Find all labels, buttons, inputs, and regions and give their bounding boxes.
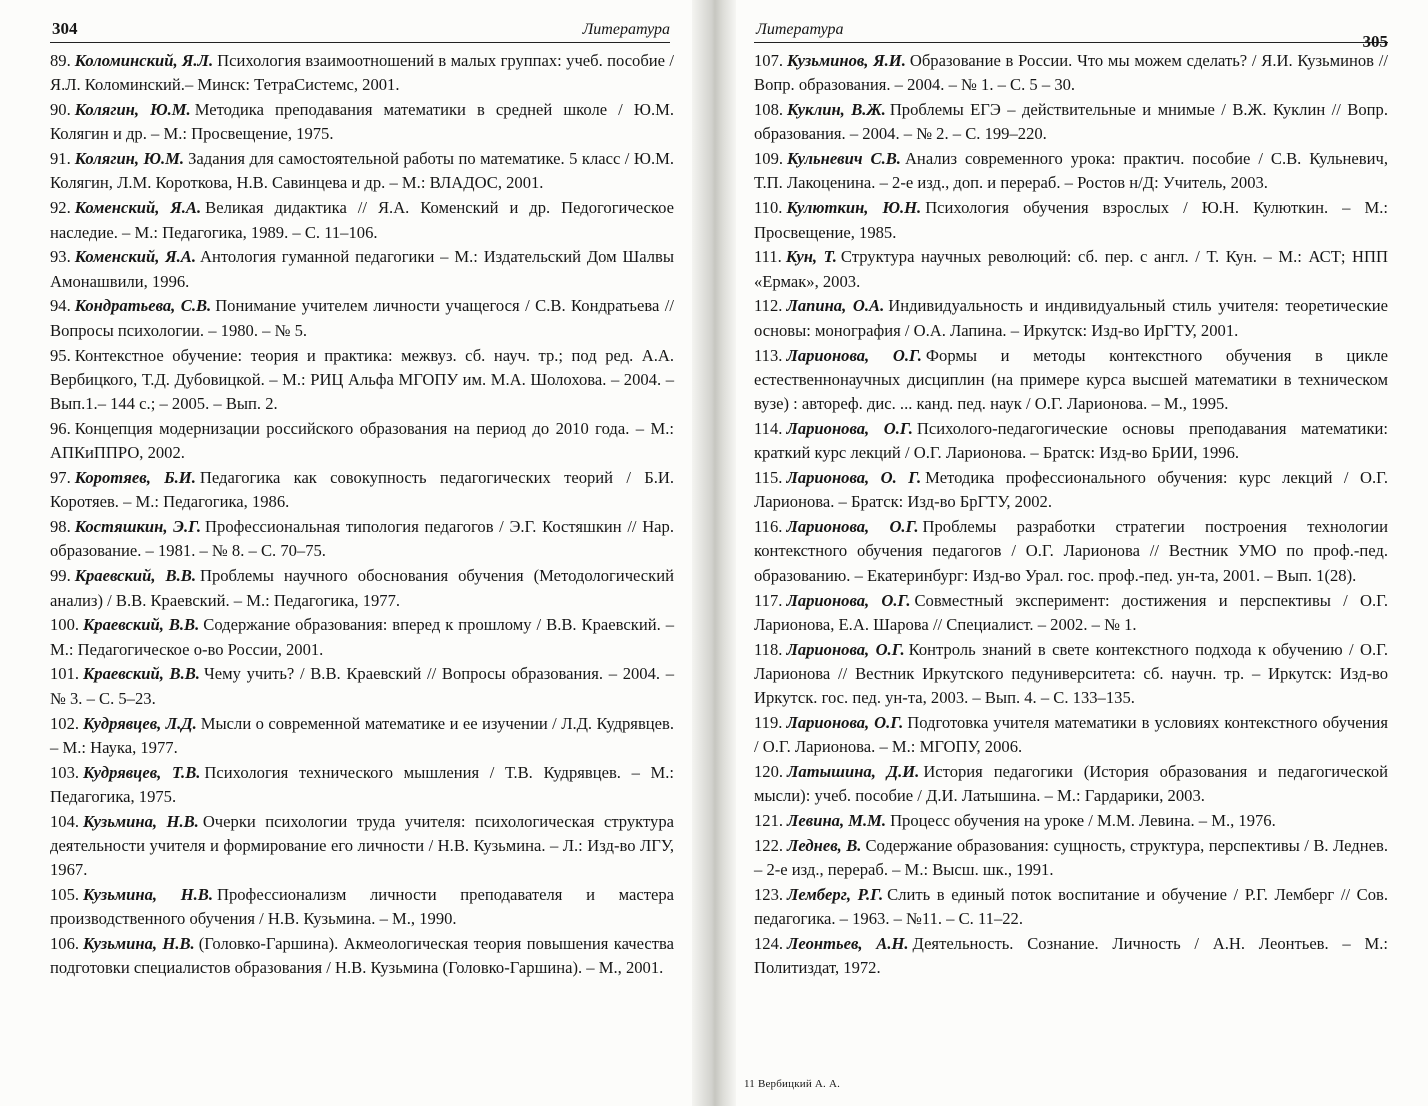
entry-number: 91. bbox=[50, 149, 71, 169]
entry-text: История педагогики (История образования и педагогической мысли): учеб. пособие / Д.И. Латышина. – М.: Гардарики, 2003. bbox=[754, 762, 1389, 806]
bibliography-entry bbox=[754, 344, 1388, 417]
bibliography-entry bbox=[50, 712, 674, 761]
right-page bbox=[736, 0, 1428, 1106]
entry-text: Педагогика как совокупность педагогических теорий / Б.И. Коротяев. – М.: Педагогика, 1986. bbox=[50, 468, 675, 512]
entry-text: Проблемы разработки стратегии построения технологии контекстного обучения педагогов / О.Г. Ларионова // Вестник УМО по проф.-пед. образованию. – Екатеринбург: Изд-во Урал. гос. проф.-пед. ун-та, 2001. – Вып. 1(28). bbox=[754, 517, 1388, 585]
entry-text: Концепция модернизации российского образования на период до 2010 года. – М.: АПКиППРО, 2002. bbox=[50, 418, 674, 463]
left-bibliography-list bbox=[50, 49, 674, 981]
bibliography-entry bbox=[50, 245, 674, 294]
bibliography-entry bbox=[754, 760, 1388, 809]
entry-author: Ларионова, О.Г. bbox=[786, 517, 919, 537]
bibliography-entry bbox=[754, 883, 1388, 932]
bibliography-entry bbox=[50, 417, 674, 466]
entry-author: Колягин, Ю.М. bbox=[74, 149, 185, 169]
entry-author: Леонтьев, А.Н. bbox=[787, 934, 909, 954]
entry-number: 119. bbox=[754, 713, 783, 733]
entry-text: Проблемы ЕГЭ – действительные и мнимые / В.Ж. Куклин // Вопр. образования. – 2004. – № 2. – С. 199–220. bbox=[754, 100, 1388, 144]
entry-author: Кузьмина, Н.В. bbox=[83, 934, 195, 954]
entry-text: Слить в единый поток воспитание и обучение / Р.Г. Лемберг // Сов. педагогика. – 1963. – №11. – С. 11–22. bbox=[754, 885, 1388, 929]
entry-text: Мысли о современной математике и ее изучении / Л.Д. Кудрявцев. – М.: Наука, 1977. bbox=[50, 713, 675, 757]
entry-number: 100. bbox=[50, 615, 80, 635]
bibliography-entry bbox=[50, 344, 674, 417]
bibliography-entry bbox=[754, 466, 1388, 515]
entry-text: Контекстное обучение: теория и практика: межвуз. сб. науч. тр.; под ред. А.А. Вербицкого, Т.Д. Дубовицкой. – М.: РИЦ Альфа МГОПУ им. М.А. Шолохова. – 2004. – Вып.1.– 144 с.; – 2005. – Вып. 2. bbox=[50, 345, 674, 414]
entry-text: (Головко-Гаршина). Акмеологическая теория повышения качества подготовки специалистов образования / Н.В. Кузьмина (Головко-Гаршина). – М., 2001. bbox=[50, 934, 674, 978]
entry-author: Краевский, В.В. bbox=[83, 615, 200, 635]
entry-author: Ларионова, О.Г. bbox=[786, 590, 911, 610]
entry-text: Методика профессионального обучения: курс лекций / О.Г. Ларионова. – Братск: Изд-во БрГТУ, 2002. bbox=[754, 468, 1388, 512]
entry-number: 110. bbox=[754, 198, 783, 218]
book-gutter bbox=[692, 0, 736, 1106]
entry-number: 122. bbox=[754, 836, 784, 855]
bibliography-entry bbox=[754, 147, 1388, 196]
entry-author: Ларионова, О. Г. bbox=[786, 468, 922, 488]
entry-text: Психология обучения взрослых / Ю.Н. Кулюткин. – М.: Просвещение, 1985. bbox=[754, 198, 1388, 242]
entry-number: 105. bbox=[50, 885, 80, 905]
entry-number: 109. bbox=[754, 149, 784, 169]
right-bibliography-list bbox=[754, 49, 1388, 981]
entry-number: 108. bbox=[754, 100, 784, 120]
entry-text: Проблемы научного обоснования обучения (Методологический анализ) / В.В. Краевский. – М.: Педагогика, 1977. bbox=[50, 566, 674, 610]
bibliography-entry bbox=[50, 883, 674, 932]
entry-author: Куклин, В.Ж. bbox=[787, 100, 886, 120]
entry-author: Коменский, Я.А. bbox=[74, 198, 202, 218]
entry-number: 103. bbox=[50, 762, 80, 782]
entry-text: Процесс обучения на уроке / М.М. Левина. – М., 1976. bbox=[890, 811, 1276, 831]
entry-number: 90. bbox=[50, 100, 71, 120]
entry-number: 107. bbox=[754, 51, 784, 70]
entry-author: Лемберг, Р.Г. bbox=[787, 885, 884, 905]
bibliography-entry bbox=[50, 662, 674, 711]
entry-number: 115. bbox=[754, 468, 783, 488]
bibliography-entry bbox=[754, 638, 1388, 711]
entry-text: Великая дидактика // Я.А. Коменский и др. Педогогическое наследие. – М.: Педагогика, 1989. – С. 11–106. bbox=[50, 198, 674, 242]
entry-number: 123. bbox=[754, 885, 784, 905]
bibliography-entry bbox=[50, 515, 674, 564]
entry-number: 118. bbox=[754, 639, 783, 659]
entry-number: 98. bbox=[50, 517, 71, 537]
entry-text: Содержание образования: сущность, структура, перспективы / В. Леднев. – 2-е изд., перераб. – М.: Высш. шк., 1991. bbox=[754, 836, 1388, 880]
entry-number: 92. bbox=[50, 198, 71, 218]
entry-author: Ларионова, О.Г. bbox=[786, 639, 905, 659]
entry-text: Психолого-педагогические основы преподавания математики: краткий курс лекций / О.Г. Ларионова. – Братск: Изд-во БрИИ, 1996. bbox=[754, 418, 1388, 463]
entry-number: 97. bbox=[50, 468, 71, 488]
bibliography-entry bbox=[50, 761, 674, 810]
entry-number: 106. bbox=[50, 934, 80, 954]
entry-text: Чему учить? / В.В. Краевский // Вопросы образования. – 2004. – № 3. – С. 5–23. bbox=[50, 664, 675, 708]
bibliography-entry bbox=[754, 49, 1388, 98]
bibliography-entry bbox=[50, 932, 674, 981]
right-running-title: Литература bbox=[756, 21, 844, 38]
entry-text: Понимание учителем личности учащегося / С.В. Кондратьева // Вопросы психологии. – 1980. – № 5. bbox=[50, 296, 674, 340]
entry-text: Содержание образования: вперед к прошлому / В.В. Краевский. – М.: Педагогическое о-во России, 2001. bbox=[50, 615, 674, 659]
entry-number: 116. bbox=[754, 517, 783, 537]
entry-author: Кун, Т. bbox=[785, 247, 837, 267]
bibliography-entry bbox=[50, 196, 674, 245]
entry-text: Задания для самостоятельной работы по математике. 5 класс / Ю.М. Колягин, Л.М. Короткова, Н.В. Савинцева и др. – М.: ВЛАДОС, 2001. bbox=[50, 149, 674, 193]
entry-number: 114. bbox=[754, 418, 783, 438]
entry-number: 96. bbox=[50, 418, 71, 438]
left-running-title: Литература bbox=[582, 21, 670, 38]
bibliography-entry bbox=[50, 613, 674, 662]
bibliography-entry bbox=[754, 417, 1388, 466]
bibliography-entry bbox=[754, 589, 1388, 638]
left-page-number: 304 bbox=[52, 19, 78, 38]
bibliography-entry bbox=[754, 809, 1388, 833]
entry-author: Кондратьева, С.В. bbox=[74, 296, 212, 316]
entry-author: Кульневич С.В. bbox=[787, 149, 901, 169]
entry-number: 120. bbox=[754, 762, 784, 782]
bibliography-entry bbox=[754, 834, 1388, 883]
entry-text: Психология взаимоотношений в малых группах: учеб. пособие / Я.Л. Коломинский.– Минск: ТетраСистемс, 2001. bbox=[50, 51, 675, 95]
bibliography-entry bbox=[754, 932, 1388, 981]
entry-number: 121. bbox=[754, 811, 784, 831]
entry-text: Профессионализм личности преподавателя и мастера производственного обучения / Н.В. Кузьмина. – М., 1990. bbox=[50, 885, 675, 929]
entry-author: Кузьминов, Я.И. bbox=[787, 51, 906, 70]
entry-author: Костяшкин, Э.Г. bbox=[74, 517, 202, 537]
bibliography-entry bbox=[754, 245, 1388, 294]
entry-number: 101. bbox=[50, 664, 80, 684]
entry-number: 104. bbox=[50, 811, 80, 831]
entry-author: Левина, М.М. bbox=[787, 811, 887, 831]
entry-author: Кузьмина, Н.В. bbox=[83, 885, 213, 905]
left-page-header bbox=[50, 16, 670, 43]
entry-author: Кудрявцев, Т.В. bbox=[83, 762, 201, 782]
entry-text: Индивидуальность и индивидуальный стиль учителя: теоретические основы: монография / О.А. Лапина. – Иркутск: Изд-во ИрГТУ, 2001. bbox=[754, 296, 1389, 340]
entry-author: Коломинский, Я.Л. bbox=[74, 51, 214, 70]
bibliography-entry bbox=[754, 196, 1388, 245]
entry-number: 111. bbox=[754, 247, 782, 267]
signature-footnote: 11 Вербицкий А. А. bbox=[744, 1078, 841, 1090]
bibliography-entry bbox=[50, 810, 674, 883]
bibliography-entry bbox=[754, 98, 1388, 147]
entry-author: Ларионова, О.Г. bbox=[786, 418, 913, 438]
entry-text: Контроль знаний в свете контекстного подхода к обучению / О.Г. Ларионова // Вестник Иркутского педуниверситета: сб. научн. тр. – Иркутск: Изд-во Иркутск. гос. пед. ун-та, 2003. – Вып. 4. – С. 133–135. bbox=[754, 639, 1388, 708]
entry-text: Деятельность. Сознание. Личность / А.Н. Леонтьев. – М.: Политиздат, 1972. bbox=[754, 934, 1388, 978]
entry-author: Кудрявцев, Л.Д. bbox=[83, 713, 197, 733]
entry-author: Леднев, В. bbox=[787, 836, 862, 855]
entry-author: Латышина, Д.И. bbox=[787, 762, 920, 782]
entry-text: Образование в России. Что мы можем сделать? / Я.И. Кузьминов // Вопр. образования. – 2004. – № 1. – С. 5 – 30. bbox=[754, 51, 1388, 95]
entry-number: 102. bbox=[50, 713, 80, 733]
entry-text: Совместный эксперимент: достижения и перспективы / О.Г. Ларионова, Е.А. Шарова // Специалист. – 2002. – № 1. bbox=[754, 590, 1388, 634]
entry-number: 93. bbox=[50, 247, 71, 267]
entry-number: 112. bbox=[754, 296, 783, 316]
entry-number: 95. bbox=[50, 345, 71, 365]
entry-author: Кулюткин, Ю.Н. bbox=[786, 198, 922, 218]
entry-author: Коменский, Я.А. bbox=[74, 247, 197, 267]
entry-author: Лапина, О.А. bbox=[786, 296, 885, 316]
entry-text: Профессиональная типология педагогов / Э.Г. Костяшкин // Нар. образование. – 1981. – № 8. – С. 70–75. bbox=[50, 517, 674, 561]
entry-author: Кузьмина, Н.В. bbox=[83, 811, 199, 831]
bibliography-entry bbox=[754, 515, 1388, 588]
entry-author: Ларионова, О.Г. bbox=[786, 345, 922, 365]
bibliography-entry bbox=[50, 49, 674, 98]
entry-text: Очерки психологии труда учителя: психологическая структура деятельности учителя и формирование его личности / Н.В. Кузьмина. – Л.: Изд-во ЛГУ, 1967. bbox=[50, 811, 674, 880]
entry-text: Методика преподавания математики в средней школе / Ю.М. Колягин и др. – М.: Просвещение, 1975. bbox=[50, 100, 674, 144]
entry-author: Колягин, Ю.М. bbox=[74, 100, 191, 120]
entry-text: Структура научных революций: сб. пер. с англ. / Т. Кун. – М.: АСТ; НПП «Ермак», 2003. bbox=[754, 247, 1388, 291]
entry-text: Психология технического мышления / Т.В. Кудрявцев. – М.: Педагогика, 1975. bbox=[50, 762, 675, 806]
bibliography-entry bbox=[50, 466, 674, 515]
entry-text: Анализ современного урока: практич. пособие / С.В. Кульневич, Т.П. Лакоценина. – 2-е изд., доп. и перераб. – Ростов н/Д: Учитель, 2003. bbox=[754, 149, 1388, 193]
entry-number: 99. bbox=[50, 566, 71, 586]
bibliography-entry bbox=[754, 711, 1388, 760]
right-page-header bbox=[754, 16, 1388, 51]
entry-number: 113. bbox=[754, 345, 783, 365]
left-page bbox=[0, 0, 692, 1106]
entry-author: Краевский, В.В. bbox=[83, 664, 200, 684]
bibliography-entry bbox=[754, 294, 1388, 343]
right-page-number: 305 bbox=[1362, 32, 1388, 51]
entry-text: Подготовка учителя математики в условиях контекстного обучения / О.Г. Ларионова. – М.: МГОПУ, 2006. bbox=[754, 713, 1388, 757]
entry-text: Формы и методы контекстного обучения в цикле естественнонаучных дисциплин (на примере курса высшей математики в техническом вузе) : автореф. дис. ... канд. пед. наук / О.Г. Ларионова. – М., 1995. bbox=[754, 345, 1389, 414]
entry-author: Ларионова, О.Г. bbox=[786, 713, 904, 733]
entry-number: 124. bbox=[754, 934, 784, 954]
bibliography-entry bbox=[50, 294, 674, 343]
entry-number: 117. bbox=[754, 590, 783, 610]
bibliography-entry bbox=[50, 147, 674, 196]
entry-author: Коротяев, Б.И. bbox=[74, 468, 196, 488]
entry-text: Антология гуманной педагогики – М.: Издательский Дом Шалвы Амонашвили, 1996. bbox=[50, 247, 674, 291]
entry-number: 89. bbox=[50, 51, 71, 70]
bibliography-entry bbox=[50, 98, 674, 147]
entry-author: Краевский, В.В. bbox=[74, 566, 196, 586]
bibliography-entry bbox=[50, 564, 674, 613]
entry-number: 94. bbox=[50, 296, 71, 316]
